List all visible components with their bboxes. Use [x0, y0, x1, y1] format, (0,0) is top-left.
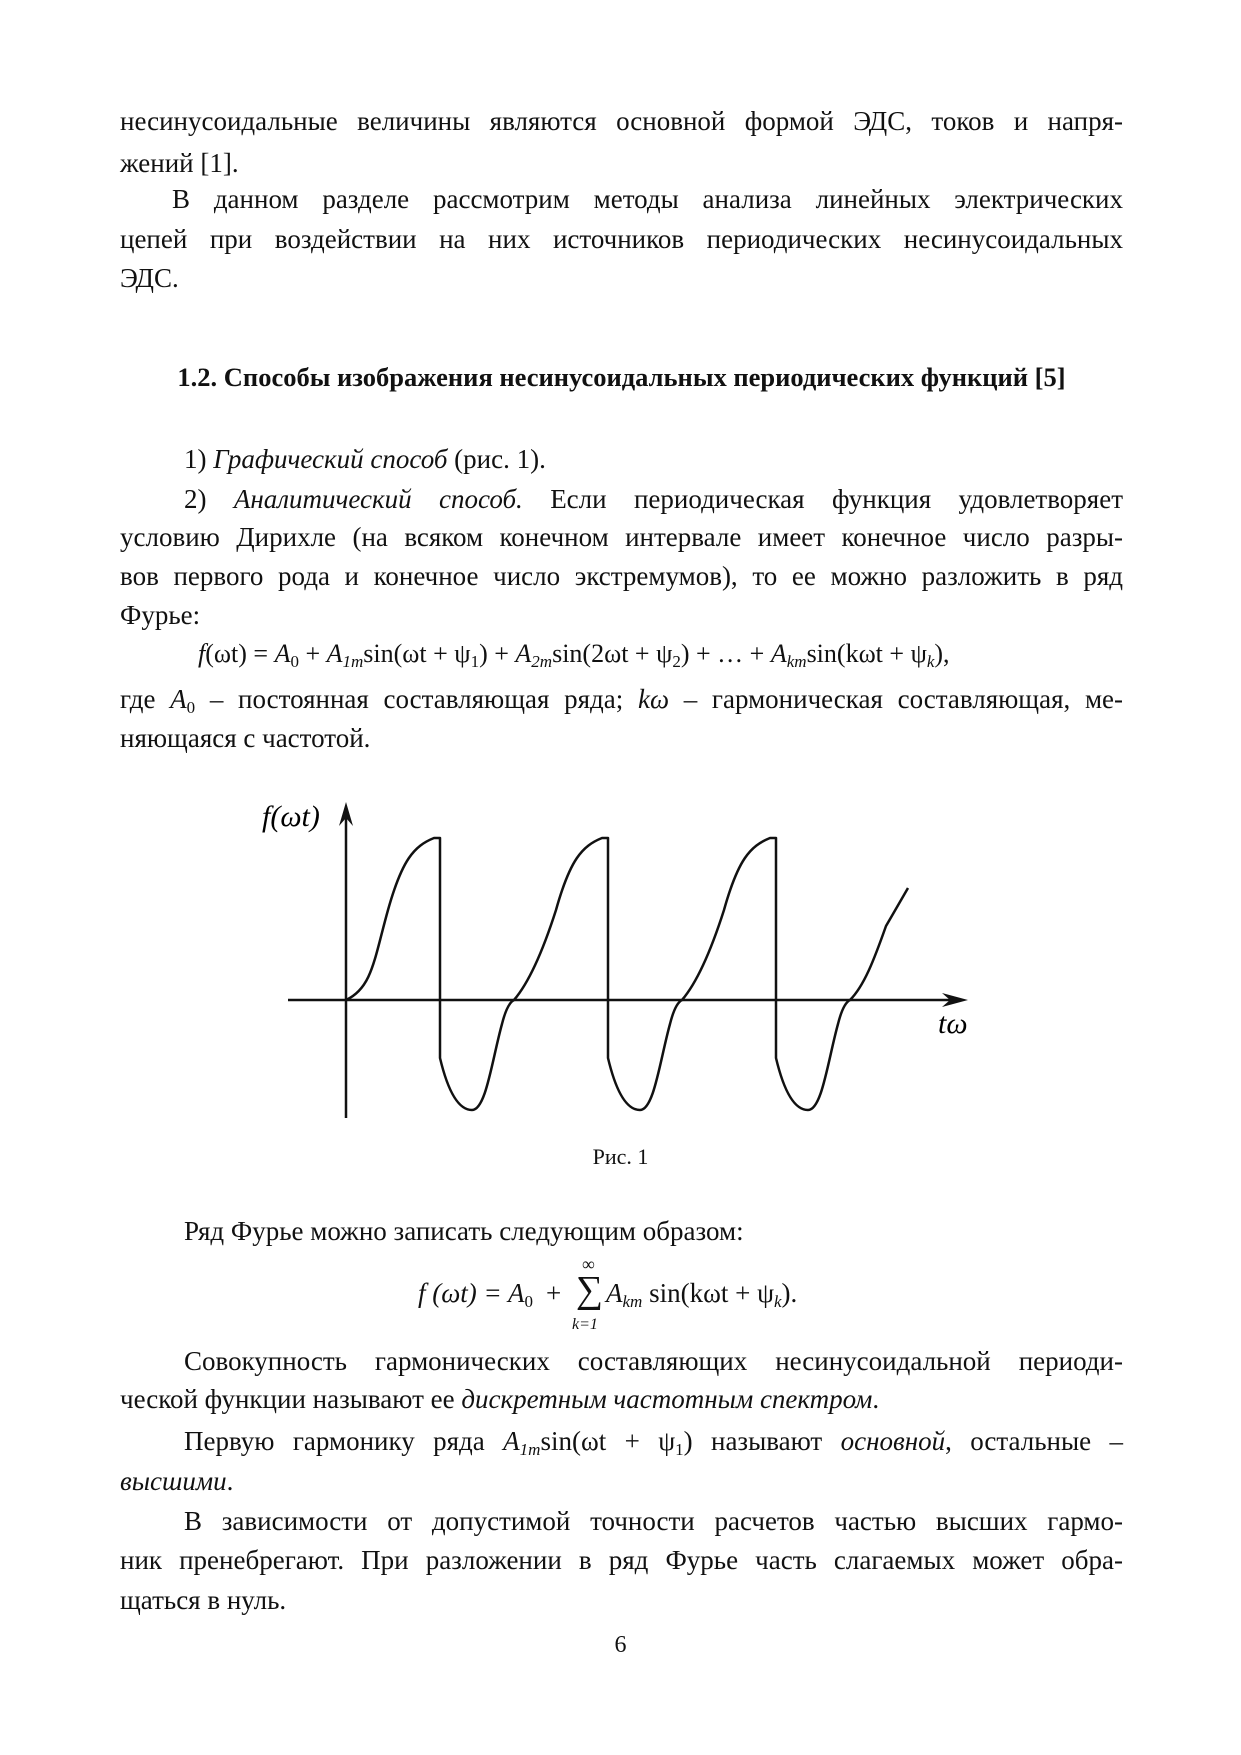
formula2-lhs: f $(\omega t) = A_0$ [418, 1278, 534, 1311]
method-2-line4: Фурье: [120, 600, 201, 630]
body-p4-line2: высшими. [120, 1466, 234, 1496]
where-line1: где $A_0$ – постоянная составляющая ряда; kω – гармоническая составляющая, ме- [120, 684, 1124, 717]
figure-caption: Рис. 1 [592, 1144, 649, 1169]
body-p5-line2: ник пренебрегают. При разложении в ряд Фурье часть слагаемых может обра- [120, 1545, 1123, 1575]
intro-p1-line2: жений [1]. [120, 148, 239, 178]
fourier-formula-expanded: $f(\omega t) = A_0 + A1msin(\omega t + \psi_1) + A2msin(2\omega t + \psi_2)$ + … + Akmsin(kωt + ψk), [198, 639, 950, 671]
formula2-plus: + [546, 1278, 562, 1308]
formula2-sigma: ∑ [576, 1269, 604, 1311]
formula2-upper-limit: ∞ [582, 1254, 595, 1274]
x-axis-arrow [942, 993, 968, 1007]
method-2-line1: 2) Аналитический способ. Если периодическая функция удовлетворяет [184, 484, 1123, 514]
body-p5-line1: В зависимости от допустимой точности расчетов частью высших гармо- [184, 1506, 1123, 1536]
x-axis-label: tω [938, 1007, 968, 1040]
body-p3-line1: Совокупность гармонических составляющих несинусоидальной периоди- [184, 1346, 1123, 1376]
method-2-line2: условию Дирихле (на всяком конечном интервале имеет конечное число разры- [120, 522, 1123, 552]
section-heading: 1.2. Способы изображения несинусоидальных периодических функций [5] [177, 362, 1066, 392]
intro-p1-line1: несинусоидальные величины являются основной формой ЭДС, токов и напря- [120, 106, 1123, 136]
page-number: 6 [614, 1632, 627, 1658]
method-1: 1) Графический способ (рис. 1). [184, 444, 546, 474]
intro-p2-line2: цепей при воздействии на них источников периодических несинусоидальных [120, 224, 1123, 254]
fourier-intro: Ряд Фурье можно записать следующим образом: [184, 1216, 744, 1246]
fourier-formula-sum [0, 1254, 1241, 1350]
y-axis-label: f(ωt) [262, 800, 320, 833]
body-p4-line1: Первую гармонику ряда $A1msin(\omega t + \psi_1)$ называют основной, остальные – [184, 1426, 1124, 1459]
body-p3-line2: ческой функции называют ее дискретным частотным спектром. [120, 1384, 880, 1414]
formula2-rhs: Akm sin(kωt + ψk). [606, 1278, 798, 1311]
method-2-line3: вов первого рода и конечное число экстремумов), то ее можно разложить в ряд [120, 561, 1123, 591]
waveform-curve [346, 838, 908, 1110]
formula2-lower-limit: k=1 [572, 1316, 598, 1333]
y-axis-arrow [339, 802, 353, 826]
where-line2: няющаяся с частотой. [120, 723, 371, 753]
body-p5-line3: щаться в нуль. [120, 1585, 287, 1615]
intro-p2-line1: В данном разделе рассмотрим методы анализа линейных электрических [172, 184, 1123, 214]
intro-p2-line3: ЭДС. [120, 263, 179, 293]
